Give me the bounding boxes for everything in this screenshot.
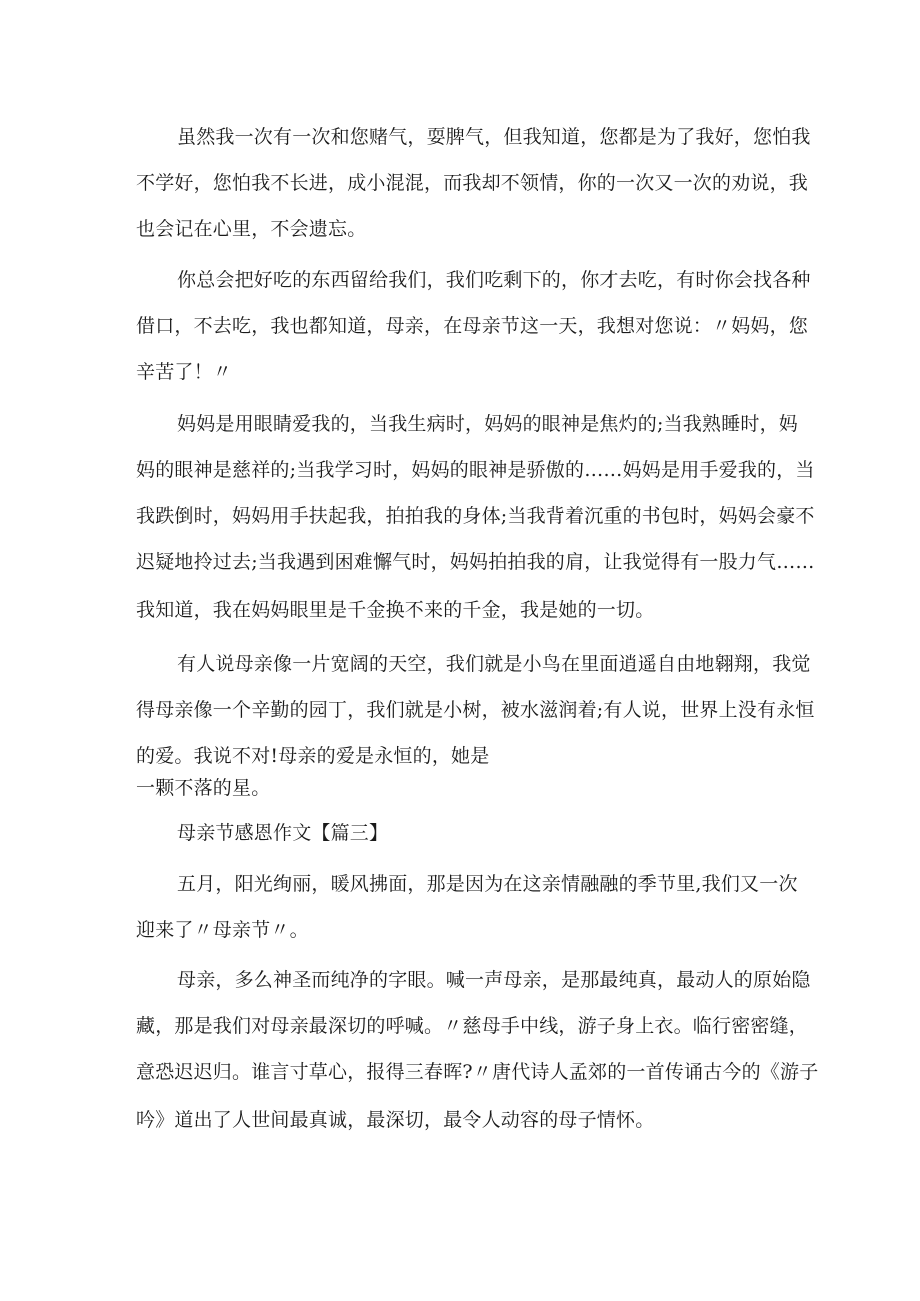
section-heading: 母亲节感恩作文【篇三】 [177,822,389,844]
paragraph-5-line-2: 迎来了〃母亲节〃。 [136,919,309,941]
paragraph-2-line-3: 辛苦了！〃 [136,361,233,383]
paragraph-2-line-2: 借口，不去吃，我也都知道，母亲，在母亲节这一天，我想对您说：〃妈妈，您 [136,315,809,337]
paragraph-3-line-2: 妈的眼神是慈祥的;当我学习时，妈妈的眼神是骄傲的……妈妈是用手爱我的，当 [136,459,815,481]
paragraph-5-line-1: 五月，阳光绚丽，暖风拂面，那是因为在这亲情融融的季节里,我们又一次 [177,873,798,895]
paragraph-3-line-3: 我跌倒时，妈妈用手扶起我，拍拍我的身体;当我背着沉重的书包时，妈妈会豪不 [136,505,815,527]
paragraph-6-line-1: 母亲，多么神圣而纯净的字眼。喊一声母亲，是那最纯真，最动人的原始隐 [177,969,811,991]
paragraph-1-line-1: 虽然我一次有一次和您赌气，耍脾气，但我知道，您都是为了我好，您怕我 [177,126,811,148]
paragraph-4-line-4: 一颗不落的星。 [136,777,271,799]
paragraph-6-line-4: 吟》道出了人世间最真诚，最深切，最令人动容的母子情怀。 [136,1109,655,1131]
paragraph-3-line-4: 迟疑地拎过去;当我遇到困难懈气时，妈妈拍拍我的肩，让我觉得有一股力气…… [136,551,815,573]
paragraph-3-line-5: 我知道，我在妈妈眼里是千金换不来的千金，我是她的一切。 [136,599,655,621]
paragraph-1-line-3: 也会记在心里，不会遗忘。 [136,218,367,240]
paragraph-4-line-1: 有人说母亲像一片宽阔的天空，我们就是小鸟在里面逍遥自由地翱翔，我觉 [177,653,811,675]
paragraph-2-line-1: 你总会把好吃的东西留给我们，我们吃剩下的，你才去吃，有时你会找各种 [177,269,811,291]
paragraph-6-line-3: 意恐迟迟归。谁言寸草心，报得三春晖?〃唐代诗人孟郊的一首传诵古今的《游子 [136,1061,819,1083]
paragraph-4-line-3: 的爱。我说不对!母亲的爱是永恒的，她是 [136,745,490,767]
paragraph-6-line-2: 藏，那是我们对母亲最深切的呼喊。〃慈母手中线，游子身上衣。临行密密缝， [136,1015,809,1037]
paragraph-3-line-1: 妈妈是用眼睛爱我的，当我生病时，妈妈的眼神是焦灼的;当我熟睡时，妈 [177,413,799,435]
paragraph-1-line-2: 不学好，您怕我不长进，成小混混，而我却不领情，你的一次又一次的劝说，我 [136,172,809,194]
paragraph-4-line-2: 得母亲像一个辛勤的园丁，我们就是小树，被水滋润着;有人说，世界上没有永恒 [136,699,815,721]
